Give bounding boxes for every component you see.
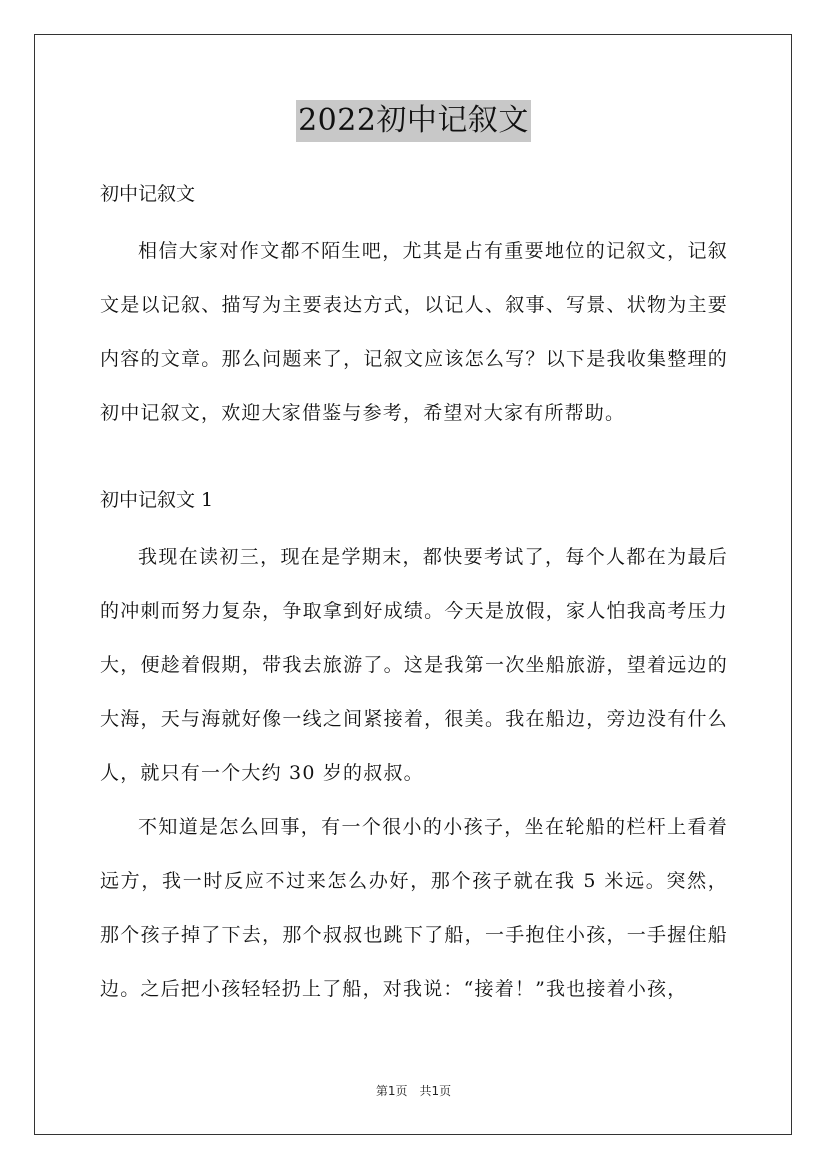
document-body <box>100 172 728 1016</box>
section-heading-intro: 初中记叙文 <box>100 183 196 205</box>
page-total: 共1页 <box>419 1084 452 1098</box>
page-footer <box>0 1082 827 1099</box>
page-number: 第1页 <box>375 1084 408 1098</box>
title-container <box>0 100 827 142</box>
section-spacer <box>100 440 728 478</box>
intro-paragraph: 相信大家对作文都不陌生吧，尤其是占有重要地位的记叙文，记叙文是以记叙、描写为主要表达方式，以记人、叙事、写景、状物为主要内容的文章。那么问题来了，记叙文应该怎么写？以下是我收集整理的初中记叙文，欢迎大家借鉴与参考，希望对大家有所帮助。 <box>100 240 728 424</box>
document-title: 2022初中记叙文 <box>296 100 531 142</box>
essay-1-paragraph-2: 不知道是怎么回事，有一个很小的小孩子，坐在轮船的栏杆上看着远方，我一时反应不过来怎么办好，那个孩子就在我 5 米远。突然，那个孩子掉了下去，那个叔叔也跳下了船，一手抱住小孩，一手握住船边。之后把小孩轻轻扔上了船，对我说：“接着！”我也接着小孩， <box>100 816 728 1000</box>
essay-1-paragraph-1: 我现在读初三，现在是学期末，都快要考试了，每个人都在为最后的冲刺而努力复杂，争取拿到好成绩。今天是放假，家人怕我高考压力大，便趁着假期，带我去旅游了。这是我第一次坐船旅游，望着远边的大海，天与海就好像一线之间紧接着，很美。我在船边，旁边没有什么人，就只有一个大约 30 岁的叔叔。 <box>100 546 728 784</box>
section-heading-essay-1: 初中记叙文 1 <box>100 489 214 511</box>
